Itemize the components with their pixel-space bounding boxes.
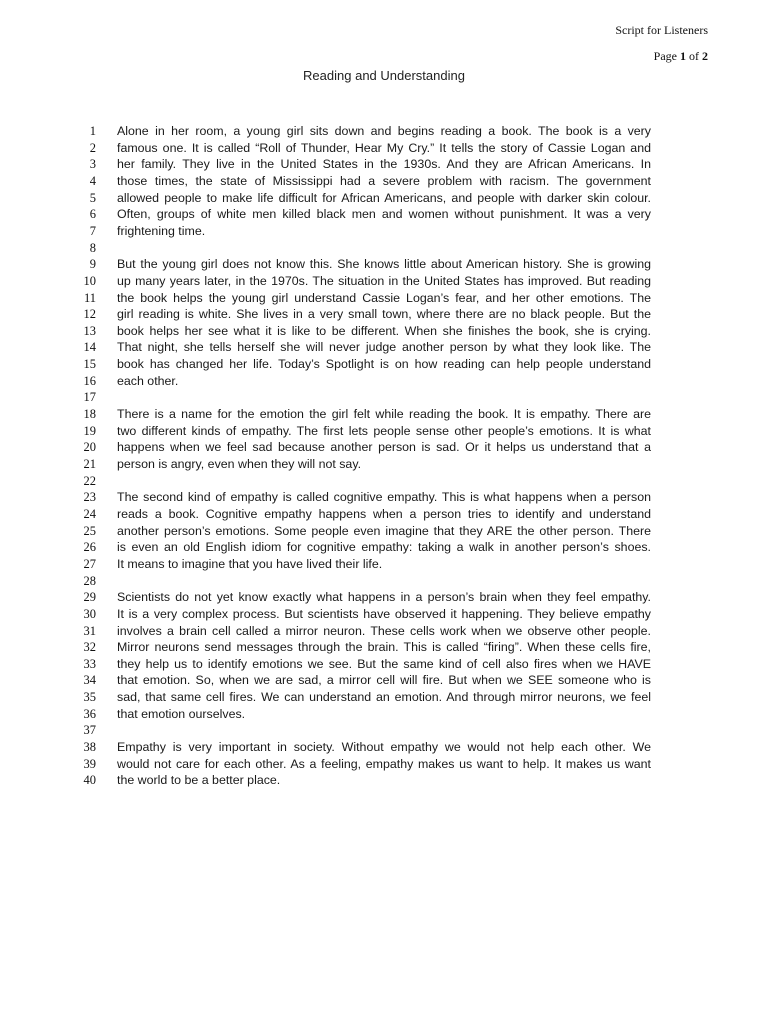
line-text: Scientists do not yet know exactly what happens in a person’s brain when they feel empathy.	[117, 590, 651, 605]
line-number: 7	[89, 223, 96, 238]
text-line	[0, 339, 768, 356]
header-script-label: Script for Listeners	[615, 23, 708, 37]
text-line	[0, 406, 768, 423]
text-line	[0, 473, 768, 490]
line-number: 31	[83, 623, 96, 638]
line-text: Often, groups of white men killed black men and women without punishment. It was a very	[117, 207, 651, 222]
line-number: 10	[83, 273, 96, 288]
line-number: 14	[83, 340, 96, 355]
line-text: The second kind of empathy is called cognitive empathy. This is what happens when a person	[117, 490, 651, 505]
line-text: It means to imagine that you have lived their life.	[117, 556, 383, 571]
line-number: 28	[83, 573, 96, 588]
line-number: 16	[83, 373, 96, 388]
text-line	[0, 489, 768, 506]
text-line	[0, 689, 768, 706]
line-text: that emotion. So, when we are sad, a mirror cell will fire. But when we SEE someone who is	[117, 673, 651, 688]
line-text: girl reading is white. She lives in a very small town, where there are no black people. But the	[117, 307, 651, 322]
line-text: those times, the state of Mississippi had a severe problem with racism. The government	[117, 173, 651, 188]
line-text: frightening time.	[117, 223, 206, 238]
text-line	[0, 556, 768, 573]
line-number: 40	[83, 773, 96, 788]
text-line	[0, 356, 768, 373]
line-number: 21	[83, 457, 96, 471]
page-indicator	[654, 49, 708, 64]
line-text: Empathy is very important in society. Without empathy we would not help each other. We	[117, 740, 651, 755]
text-line	[0, 306, 768, 323]
text-line	[0, 672, 768, 689]
line-text: person is angry, even when they will not say.	[117, 457, 362, 471]
line-number: 4	[89, 173, 96, 188]
line-number: 13	[83, 323, 96, 338]
line-text: they help us to identify emotions we see. But the same kind of cell also fires when we HAVE	[117, 656, 651, 671]
line-number: 5	[89, 190, 96, 205]
line-number: 26	[83, 540, 96, 555]
text-line	[0, 273, 768, 290]
line-number: 30	[83, 606, 96, 621]
text-line	[0, 573, 768, 590]
text-line	[0, 523, 768, 540]
line-number: 1	[89, 124, 96, 138]
text-line	[0, 190, 768, 207]
text-line	[0, 389, 768, 406]
line-number: 18	[83, 407, 96, 422]
line-number: 22	[83, 473, 96, 488]
text-line	[0, 223, 768, 240]
line-text: the book helps the young girl understand Cassie Logan’s fear, and her other emotions. The	[117, 290, 651, 305]
line-number: 38	[83, 740, 96, 755]
line-text: that emotion ourselves.	[117, 706, 246, 721]
text-line	[0, 290, 768, 307]
text-line	[0, 140, 768, 157]
text-line	[0, 323, 768, 340]
text-line	[0, 423, 768, 440]
page-total: 2	[702, 49, 708, 63]
line-number: 11	[83, 290, 96, 305]
line-number: 3	[89, 157, 96, 172]
line-number: 25	[83, 523, 96, 538]
text-line	[0, 606, 768, 623]
line-number: 37	[83, 723, 96, 738]
text-line	[0, 623, 768, 640]
text-line	[0, 739, 768, 756]
text-line	[0, 539, 768, 556]
text-line	[0, 456, 768, 473]
text-line	[0, 123, 768, 140]
line-number: 23	[83, 490, 96, 505]
line-number: 35	[83, 690, 96, 705]
text-line	[0, 722, 768, 739]
line-number: 32	[83, 640, 96, 655]
text-line	[0, 439, 768, 456]
text-line	[0, 506, 768, 523]
line-number: 33	[83, 656, 96, 671]
text-line	[0, 772, 768, 789]
line-number: 17	[83, 390, 96, 405]
line-text: There is a name for the emotion the girl felt while reading the book. It is empathy. There are	[117, 407, 651, 422]
line-text: the world to be a better place.	[117, 773, 281, 788]
line-text: is even an old English idiom for cognitive empathy: taking a walk in another person’s shoes.	[117, 540, 651, 555]
text-line	[0, 756, 768, 773]
page-current: 1	[680, 49, 686, 63]
text-line	[0, 656, 768, 673]
line-number: 6	[89, 207, 96, 222]
line-number: 8	[89, 240, 96, 255]
line-text: That night, she tells herself she will never judge another person by what they look like. The	[117, 340, 651, 355]
text-line	[0, 256, 768, 273]
line-text: each other.	[117, 373, 179, 388]
line-number: 27	[83, 556, 96, 571]
line-text: another person’s emotions. Some people even imagine that they ARE the other person. There	[117, 523, 651, 538]
line-number: 20	[83, 440, 96, 455]
page-of: of	[686, 49, 702, 63]
line-text: up many years later, in the 1970s. The situation in the United States has improved. But reading	[117, 273, 651, 288]
line-text: It is a very complex process. But scientists have observed it happening. They believe empathy	[117, 606, 651, 621]
line-number: 9	[89, 257, 96, 272]
line-text: two different kinds of empathy. The first lets people sense other people’s emotions. It is what	[117, 423, 651, 438]
text-line	[0, 706, 768, 723]
line-text: Alone in her room, a young girl sits down and begins reading a book. The book is a very	[117, 124, 651, 138]
line-number: 34	[83, 673, 96, 688]
document-title: Reading and Understanding	[303, 68, 465, 83]
line-text: allowed people to make life difficult for African Americans, and people with darker skin colour.	[117, 190, 651, 205]
text-line	[0, 240, 768, 257]
line-text: happens when we feel sad because another person is sad. Or it helps us understand that a	[117, 440, 651, 455]
line-number: 39	[83, 756, 96, 771]
line-text: But the young girl does not know this. She knows little about American history. She is growing	[117, 257, 651, 272]
line-number: 24	[83, 506, 96, 521]
line-number: 29	[83, 590, 96, 605]
text-line	[0, 156, 768, 173]
line-text: famous one. It is called “Roll of Thunder, Hear My Cry.” It tells the story of Cassie Logan and	[117, 140, 651, 155]
line-number: 12	[83, 307, 96, 322]
line-number: 15	[83, 357, 96, 372]
line-text: reads a book. Cognitive empathy happens when a person tries to identify and understand	[117, 506, 651, 521]
line-text: involves a brain cell called a mirror neuron. These cells work when we observe other people.	[117, 623, 651, 638]
text-line	[0, 589, 768, 606]
page-prefix: Page	[653, 49, 680, 63]
line-number: 36	[83, 706, 96, 721]
line-text: book helps her see what it is like to be different. When she finishes the book, she is crying.	[117, 323, 651, 338]
text-line	[0, 173, 768, 190]
line-text: book has changed her life. Today’s Spotlight is on how reading can help people understand	[117, 357, 651, 372]
text-line	[0, 639, 768, 656]
line-text: Mirror neurons send messages through the brain. This is called “firing”. When these cells fire,	[117, 640, 651, 655]
line-text: her family. They live in the United States in the 1930s. And they are African Americans. In	[117, 157, 651, 172]
text-line	[0, 373, 768, 390]
line-number: 19	[83, 423, 96, 438]
text-line	[0, 206, 768, 223]
line-text: sad, that same cell fires. We can understand an emotion. And through mirror neurons, we feel	[117, 690, 651, 705]
line-number: 2	[89, 140, 96, 155]
line-text: would not care for each other. As a feeling, empathy makes us want to help. It makes us want	[117, 756, 651, 771]
